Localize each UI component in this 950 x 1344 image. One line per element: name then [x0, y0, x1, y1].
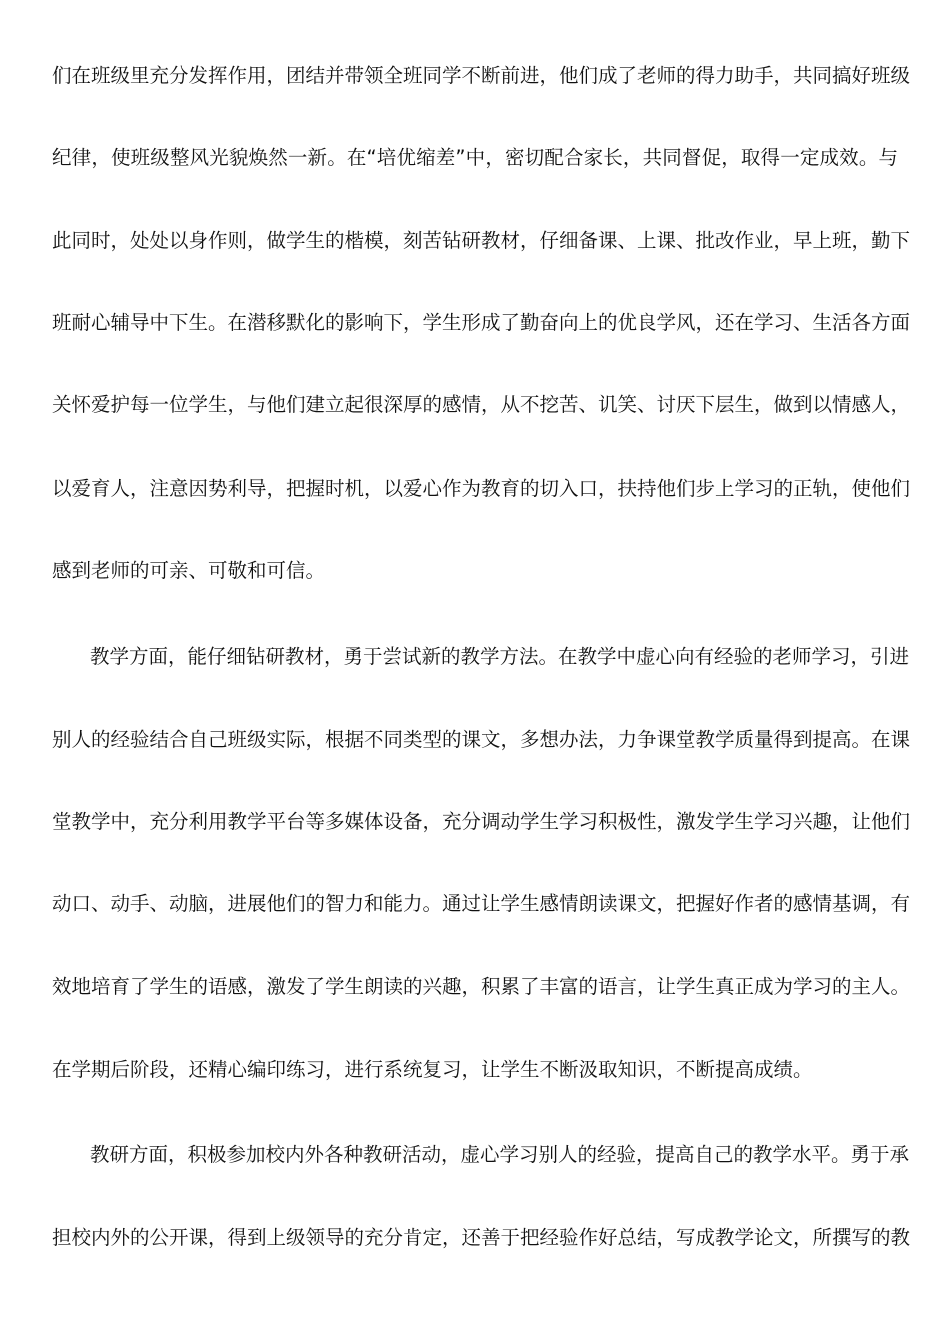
text-line: 动口、动手、动脑，进展他们的智力和能力。通过让学生感情朗读课文，把握好作者的感情基调，有: [52, 892, 911, 915]
text-line: 堂教学中，充分利用教学平台等多媒体设备，充分调动学生学习积极性，激发学生学习兴趣，让他们: [52, 810, 911, 833]
text-line: 们在班级里充分发挥作用，团结并带领全班同学不断前进，他们成了老师的得力助手，共同搞好班级: [52, 64, 911, 87]
paragraph-first-line: 教学方面，能仔细钻研教材，勇于尝试新的教学方法。在教学中虚心向有经验的老师学习，引进: [90, 645, 910, 668]
text-line: 别人的经验结合自己班级实际，根据不同类型的课文，多想办法，力争课堂教学质量得到提高。在课: [52, 728, 911, 751]
text-line: 纪律，使班级整风光貌焕然一新。在“培优缩差”中，密切配合家长，共同督促，取得一定成效。与: [52, 146, 898, 169]
text-line: 效地培育了学生的语感，激发了学生朗读的兴趣，积累了丰富的语言，让学生真正成为学习的主人。: [52, 975, 911, 998]
paragraph-first-line: 教研方面，积极参加校内外各种教研活动，虚心学习别人的经验，提高自己的教学水平。勇于承: [90, 1143, 910, 1166]
text-line: 以爱育人，注意因势利导，把握时机，以爱心作为教育的切入口，扶持他们步上学习的正轨，使他们: [52, 477, 911, 500]
text-line: 感到老师的可亲、可敬和可信。: [52, 559, 326, 582]
text-line: 担校内外的公开课，得到上级领导的充分肯定，还善于把经验作好总结，写成教学论文，所撰写的教: [52, 1226, 911, 1249]
text-line: 班耐心辅导中下生。在潜移默化的影响下，学生形成了勤奋向上的优良学风，还在学习、生活各方面: [52, 311, 911, 334]
text-line: 此同时，处处以身作则，做学生的楷模，刻苦钻研教材，仔细备课、上课、批改作业，早上班，勤下: [52, 229, 911, 252]
text-line: 关怀爱护每一位学生，与他们建立起很深厚的感情，从不挖苦、讥笑、讨厌下层生，做到以情感人，: [52, 393, 911, 416]
text-line: 在学期后阶段，还精心编印练习，进行系统复习，让学生不断汲取知识，不断提高成绩。: [52, 1058, 813, 1081]
